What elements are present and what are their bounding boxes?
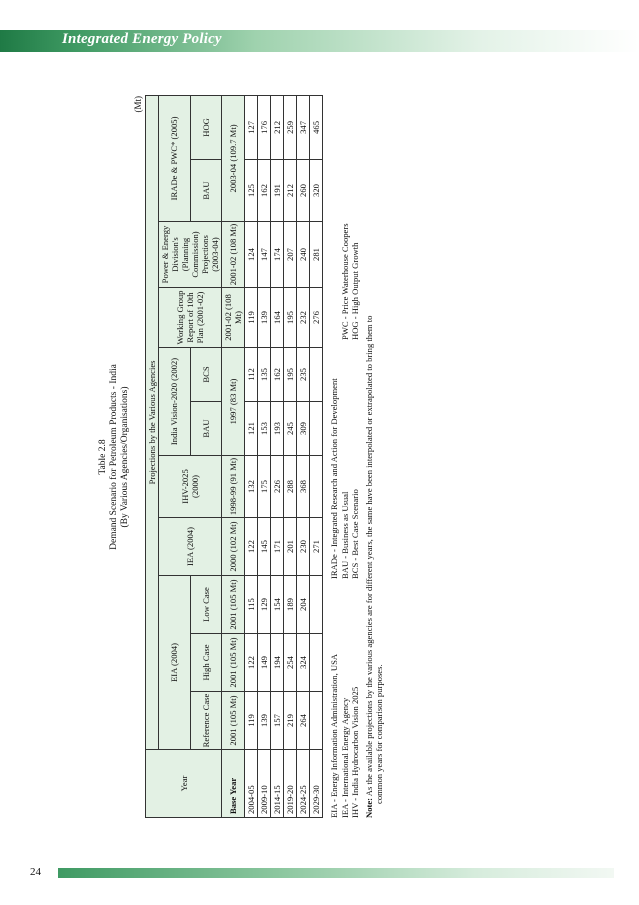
abbreviation-item: PWC - Price Waterhouse Coopers (339, 223, 350, 340)
note-label: Note: (363, 797, 374, 818)
table-cell (310, 402, 323, 456)
rotated-table-block (98, 96, 538, 818)
page-number: 24 (30, 866, 41, 878)
table-caption (98, 96, 131, 818)
table-cell: 175 (258, 456, 271, 518)
table-cell: 235 (297, 348, 310, 402)
table-cell (310, 576, 323, 634)
table-cell: 145 (258, 518, 271, 576)
abbreviation-item: HOG - High Output Growth (350, 242, 360, 340)
table-cell: 212 (271, 95, 284, 159)
abbreviation-item: IRADe - Integrated Research and Action for Development (329, 378, 339, 579)
base-india-vision: 1997 (83 Mt) (222, 348, 245, 456)
table-title: Demand Scenario for Petroleum Products - India (109, 364, 119, 550)
table-cell: 162 (258, 160, 271, 222)
header-irade: IRADe & PWC* (2005) (159, 95, 191, 221)
base-eia-low: 2001 (105 Mt) (222, 576, 245, 634)
abbreviation-item: IEA - International Energy Agency (339, 697, 350, 818)
table-row (310, 95, 323, 817)
table-cell: 194 (271, 634, 284, 692)
base-power-energy: 2001-02 (108 Mt) (222, 222, 245, 288)
header-year: Year (146, 750, 222, 818)
table-cell: 193 (271, 402, 284, 456)
base-year-row (222, 95, 245, 817)
table-cell: 260 (297, 160, 310, 222)
table-cell: 162 (271, 348, 284, 402)
header-ihv: IHV-2025 (2000) (159, 456, 222, 518)
table-cell: 271 (310, 518, 323, 576)
abbreviation-list (329, 96, 361, 818)
base-ihv: 1998-99 (91 Mt) (222, 456, 245, 518)
table-cell: 276 (310, 288, 323, 348)
header-eia-low: Low Case (190, 576, 222, 634)
table-cell: 219 (284, 692, 297, 750)
table-row (297, 95, 310, 817)
unit-label: (Mt) (133, 96, 143, 113)
footer-band (58, 868, 614, 878)
base-eia-high: 2001 (105 Mt) (222, 634, 245, 692)
table-cell: 154 (271, 576, 284, 634)
abbreviation-item: IHV - India Hydrocarbon Vision 2025 (350, 686, 360, 818)
table-cell: 201 (284, 518, 297, 576)
table-cell: 125 (245, 160, 258, 222)
table-cell: 368 (297, 456, 310, 518)
header-working-group: Working Group Report of 10th Plan (2001-02) (159, 288, 222, 348)
table-cell: 232 (297, 288, 310, 348)
header-power-energy: Power & Energy Division's (Planning Commission) Projections (2003-04) (159, 222, 222, 288)
table-cell: 309 (297, 402, 310, 456)
table-cell: 129 (258, 576, 271, 634)
table-cell: 254 (284, 634, 297, 692)
table-cell: 139 (258, 288, 271, 348)
table-cell: 230 (297, 518, 310, 576)
table-cell: 164 (271, 288, 284, 348)
table-cell: 171 (271, 518, 284, 576)
abbreviation-item (329, 101, 340, 340)
table-row (245, 95, 258, 817)
table-cell: 135 (258, 348, 271, 402)
table-cell: 112 (245, 348, 258, 402)
table-cell: 147 (258, 222, 271, 288)
table-notes (329, 96, 385, 818)
table-cell (310, 634, 323, 692)
table-cell: 122 (245, 634, 258, 692)
table-cell: 264 (297, 692, 310, 750)
table-cell: 245 (284, 402, 297, 456)
header-eia-high: High Case (190, 634, 222, 692)
table-cell: 207 (284, 222, 297, 288)
table-cell: 195 (284, 348, 297, 402)
year-cell: 2019-20 (284, 750, 297, 818)
note-text-continued: common years for comparison purposes. (374, 664, 384, 804)
base-eia-ref: 2001 (105 Mt) (222, 692, 245, 750)
table-cell: 153 (258, 402, 271, 456)
base-working-group: 2001-02 (108 Mt) (222, 288, 245, 348)
year-cell: 2024-25 (297, 750, 310, 818)
table-cell: 121 (245, 402, 258, 456)
abbreviation-item: BAU - Business as Usual (339, 491, 350, 579)
header-iv-bau: BAU (190, 402, 222, 456)
table-cell: 288 (284, 456, 297, 518)
table-cell: 132 (245, 456, 258, 518)
header-irade-bau: BAU (190, 160, 222, 222)
table-cell: 139 (258, 692, 271, 750)
base-year-label: Base Year (222, 750, 245, 818)
note-paragraph (364, 96, 375, 818)
abbreviation-column (329, 579, 361, 818)
abbreviation-item: BCS - Best Case Scenario (350, 489, 360, 579)
table-row (271, 95, 284, 817)
year-cell: 2004-05 (245, 750, 258, 818)
table-cell: 465 (310, 95, 323, 159)
table-cell: 149 (258, 634, 271, 692)
table-subtitle: (By Various Agencies/Organisations) (120, 386, 130, 528)
abbreviation-column (329, 101, 361, 340)
table-cell: 320 (310, 160, 323, 222)
table-cell: 226 (271, 456, 284, 518)
header-india-vision: India Vision-2020 (2002) (159, 348, 191, 456)
table-cell (310, 692, 323, 750)
header-irade-hog: HOG (190, 95, 222, 159)
table-cell: 259 (284, 95, 297, 159)
year-cell: 2014-15 (271, 750, 284, 818)
table-cell: 191 (271, 160, 284, 222)
table-cell: 347 (297, 95, 310, 159)
table-cell: 281 (310, 222, 323, 288)
table-cell: 119 (245, 692, 258, 750)
year-cell: 2029-30 (310, 750, 323, 818)
table-cell (310, 456, 323, 518)
table-cell: 324 (297, 634, 310, 692)
page-header-title: Integrated Energy Policy (62, 31, 222, 47)
table-cell: 122 (245, 518, 258, 576)
base-irade: 2003-04 (109.7 Mt) (222, 95, 245, 221)
demand-scenario-table (145, 95, 323, 818)
abbreviation-column (329, 340, 361, 579)
note-text: As the available projections by the various agencies are for different years, the same have been interpolated or extrapolated to bring them to (363, 315, 374, 797)
table-cell: 212 (284, 160, 297, 222)
table-cell: 127 (245, 95, 258, 159)
table-row (284, 95, 297, 817)
header-eia-reference: Reference Case (190, 692, 222, 750)
year-cell: 2009-10 (258, 750, 271, 818)
table-cell: 189 (284, 576, 297, 634)
header-iv-bcs: BCS (190, 348, 222, 402)
table-cell: 240 (297, 222, 310, 288)
table-number: Table 2.8 (98, 439, 108, 475)
table-cell: 119 (245, 288, 258, 348)
header-iea: IEA (2004) (159, 518, 222, 576)
table-cell: 157 (271, 692, 284, 750)
base-iea: 2000 (102 Mt) (222, 518, 245, 576)
table-row (258, 95, 271, 817)
abbreviation-item: EIA - Energy Information Administration, USA (329, 653, 339, 818)
header-eia: EIA (2004) (159, 576, 191, 750)
header-projections: Projections by the Various Agencies (146, 95, 159, 749)
table-cell: 174 (271, 222, 284, 288)
table-cell (310, 348, 323, 402)
table-cell: 124 (245, 222, 258, 288)
table-cell: 176 (258, 95, 271, 159)
table-cell: 204 (297, 576, 310, 634)
table-cell: 195 (284, 288, 297, 348)
table-cell: 115 (245, 576, 258, 634)
